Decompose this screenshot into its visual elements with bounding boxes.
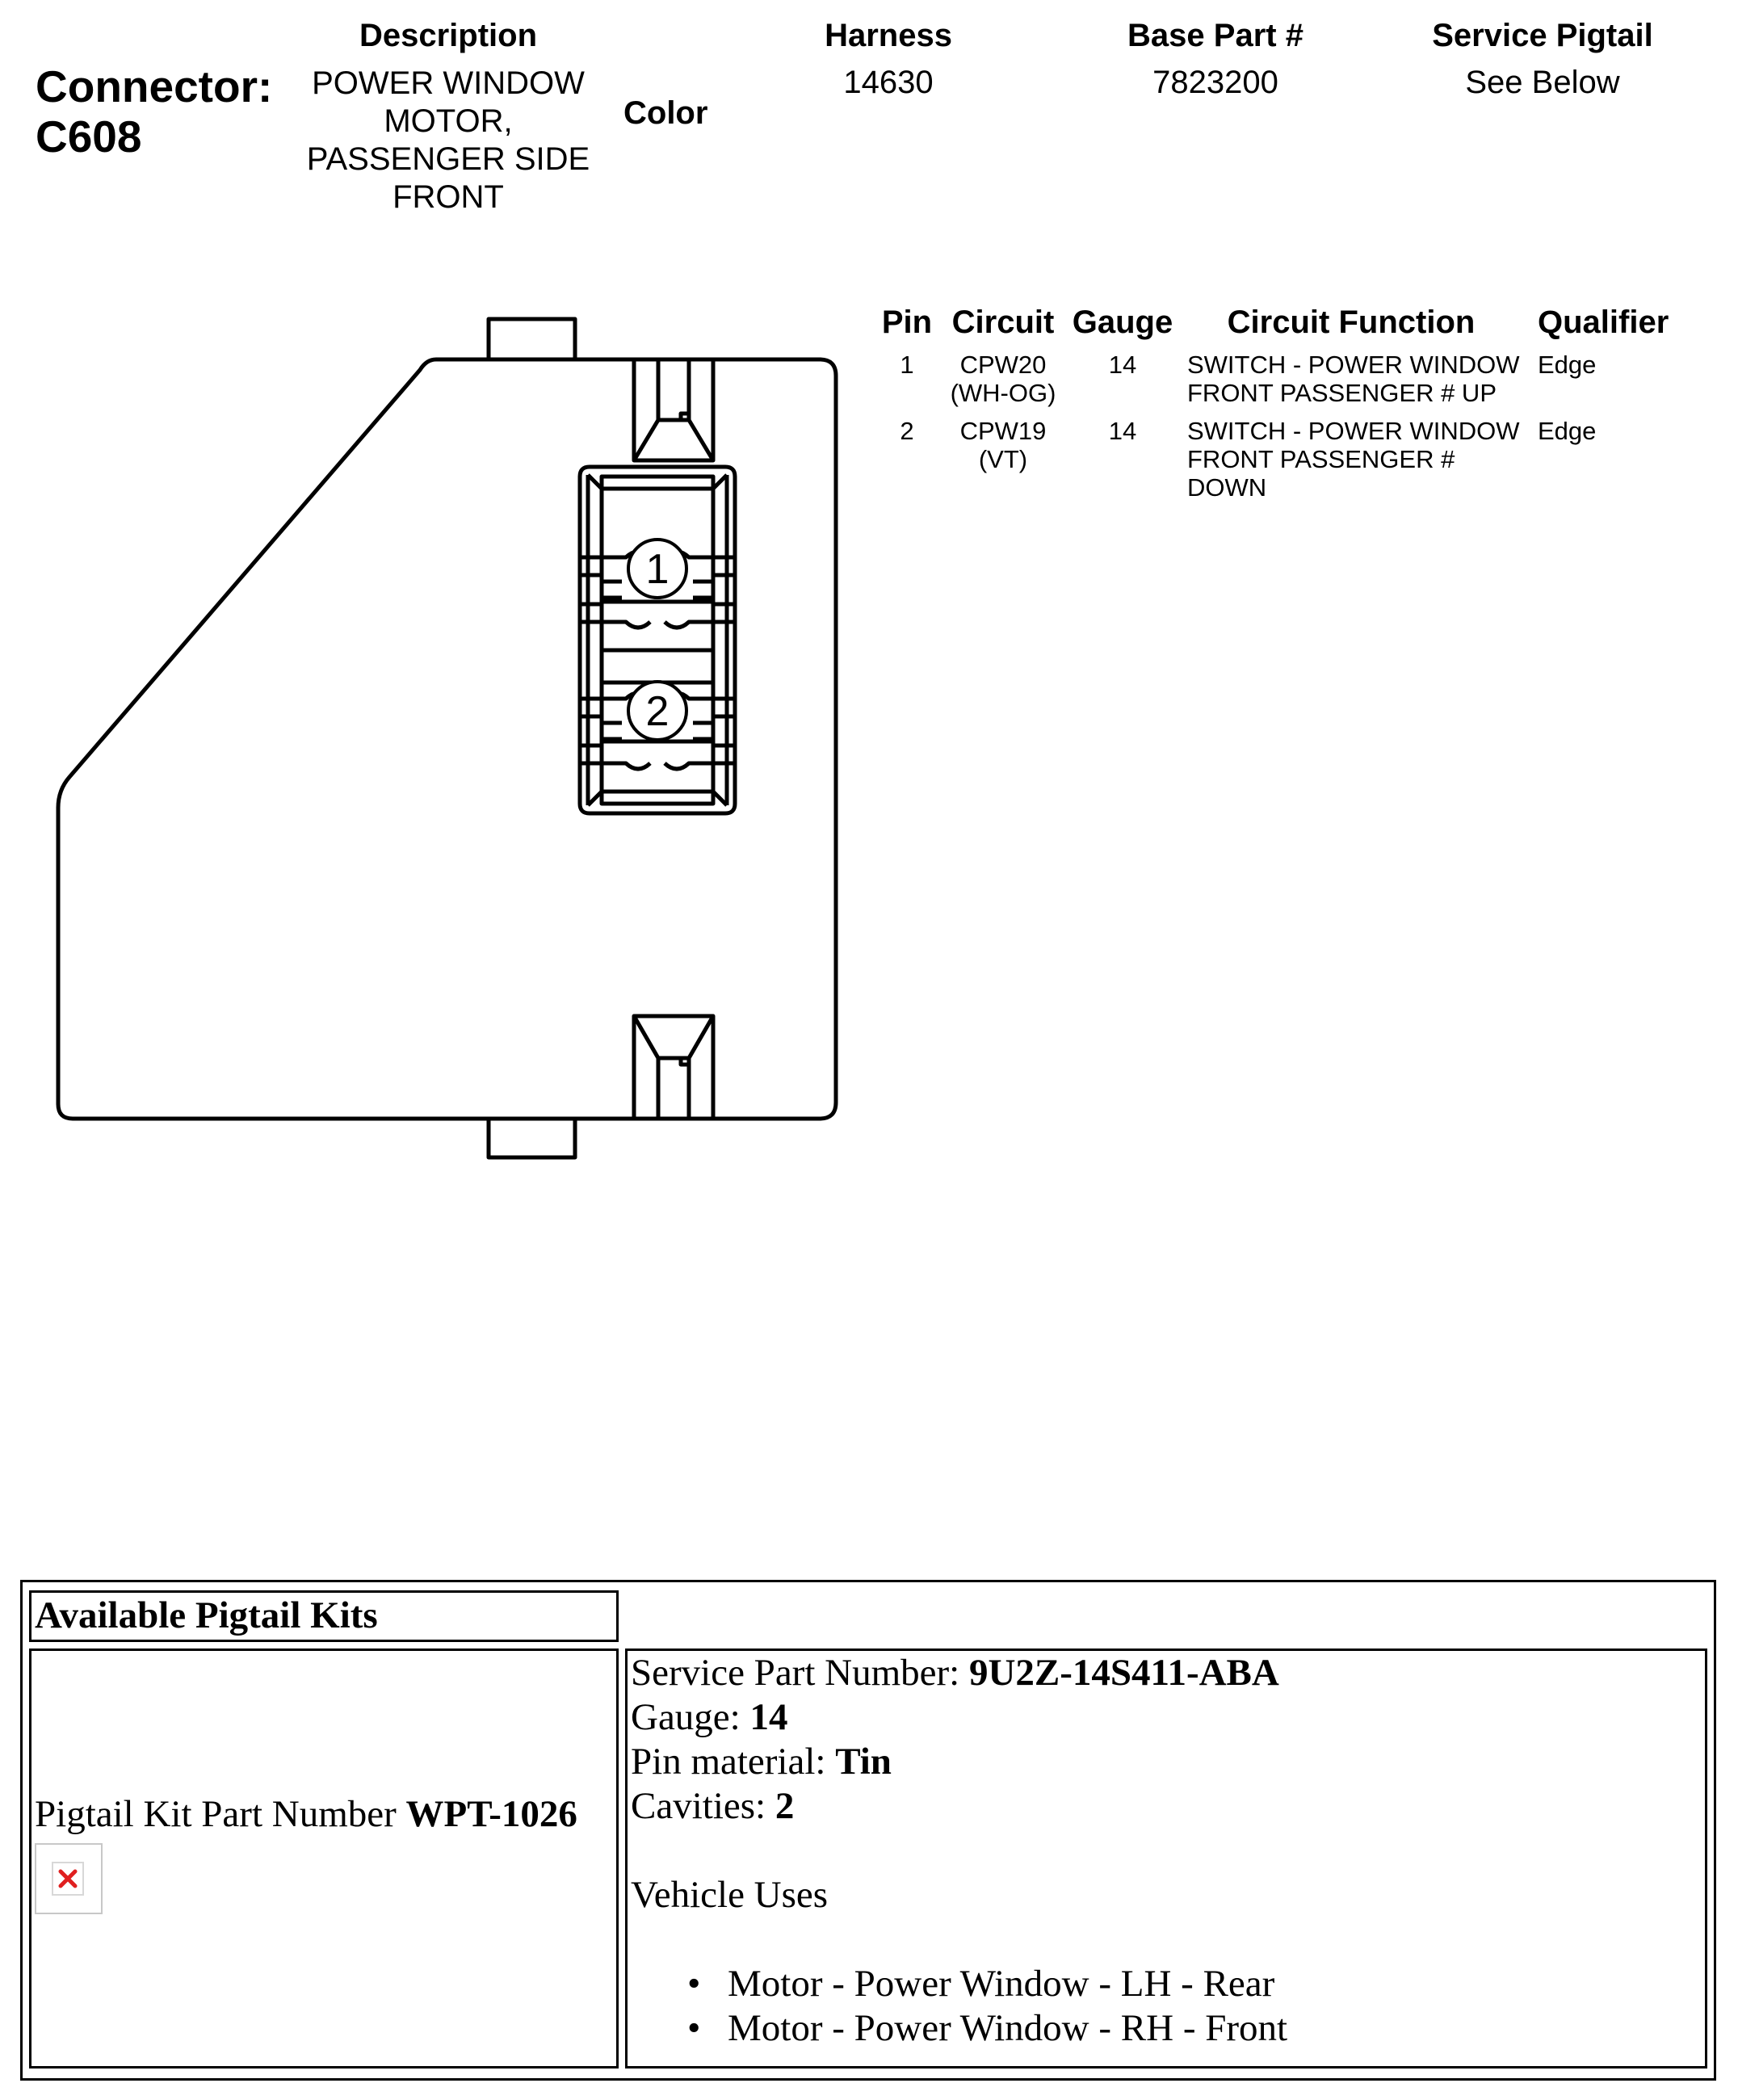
base-part-value: 7823200 (1152, 65, 1278, 100)
kit-gauge-value: 14 (749, 1696, 788, 1738)
harness-label: Harness (825, 18, 952, 53)
connector-id: C608 (36, 111, 142, 162)
circuit-color: (WH-OG) (950, 379, 1056, 407)
kit-gauge-label: Gauge: (631, 1696, 750, 1738)
pin-material (631, 1740, 1705, 1784)
pin-1-label: 1 (645, 546, 670, 593)
list-item: • Motor - Power Window - RH - Front (631, 2006, 1705, 2051)
bottom-latch (634, 1016, 713, 1119)
circuit-id: CPW19 (959, 417, 1047, 445)
cavities-label: Cavities: (631, 1785, 775, 1827)
connector-label: Connector: (36, 61, 273, 111)
pin-material-value: Tin (835, 1741, 892, 1783)
circuit-code (937, 407, 1069, 502)
description-label: Description (359, 18, 538, 53)
circuit-color: (VT) (978, 445, 1028, 473)
pigtail-kits-table (20, 1580, 1716, 2081)
bottom-tab (489, 1119, 575, 1157)
pin-table-header (877, 292, 1712, 341)
service-pigtail-value: See Below (1465, 65, 1620, 100)
kit-part-cell (29, 1648, 619, 2068)
service-part-label: Service Part Number: (631, 1652, 969, 1694)
table-row (877, 407, 1712, 502)
top-latch (634, 359, 713, 460)
broken-image-icon (35, 1843, 103, 1914)
pin-material-label: Pin material: (631, 1741, 836, 1783)
qualifier-value: Edge (1538, 417, 1597, 445)
function-line: SWITCH - POWER WINDOW (1187, 417, 1520, 445)
base-part-label: Base Part # (1127, 18, 1304, 53)
list-item: • Motor - Power Window - LH - Rear (631, 1962, 1705, 2006)
kit-part-value: WPT-1026 (405, 1793, 577, 1835)
col-header-pin: Pin (881, 304, 933, 340)
qualifier-value: Edge (1538, 351, 1597, 379)
function-line: DOWN (1187, 473, 1267, 502)
service-part-number (631, 1651, 1705, 1695)
function-line: SWITCH - POWER WINDOW (1187, 351, 1520, 379)
top-tab (489, 319, 575, 359)
service-pigtail-label: Service Pigtail (1432, 18, 1653, 53)
service-part-value: 9U2Z-14S411-ABA (968, 1652, 1279, 1694)
cavities (631, 1784, 1705, 1829)
circuit-code (937, 341, 1069, 407)
pigtail-kits-title-cell (29, 1590, 619, 1642)
pin-2-label: 2 (645, 688, 670, 735)
kit-part-number (35, 1792, 577, 1837)
description-line: FRONT (393, 179, 504, 215)
connector-housing-outline (58, 359, 836, 1119)
description-line: PASSENGER SIDE (306, 141, 590, 177)
function-line: FRONT PASSENGER # UP (1187, 379, 1497, 407)
cavities-value: 2 (775, 1785, 795, 1827)
table-row (877, 341, 1712, 407)
gauge-value: 14 (1108, 351, 1137, 379)
col-header-qualifier: Qualifier (1538, 304, 1669, 340)
kit-part-label: Pigtail Kit Part Number (35, 1793, 406, 1835)
harness-value: 14630 (843, 65, 934, 100)
vehicle-uses-list (631, 1962, 1705, 2051)
col-header-circuit-function: Circuit Function (1227, 304, 1476, 340)
description-line: POWER WINDOW (312, 65, 585, 101)
function-line: FRONT PASSENGER # (1187, 445, 1455, 473)
vehicle-uses-label: Vehicle Uses (631, 1874, 829, 1916)
color-label: Color (623, 95, 708, 131)
connector-diagram (0, 0, 872, 1179)
circuit-function (1176, 407, 1526, 502)
pin-table (877, 292, 1712, 502)
pin-number: 1 (900, 351, 914, 379)
description-line: MOTOR, (384, 103, 513, 139)
col-header-circuit: Circuit (951, 304, 1055, 340)
kit-details-cell (625, 1648, 1707, 2068)
pin-number: 2 (900, 417, 914, 445)
col-header-gauge: Gauge (1072, 304, 1173, 340)
kit-gauge (631, 1695, 1705, 1740)
circuit-function (1176, 341, 1526, 407)
circuit-id: CPW20 (959, 351, 1047, 379)
pigtail-kits-title: Available Pigtail Kits (35, 1594, 378, 1636)
gauge-value: 14 (1108, 417, 1137, 445)
